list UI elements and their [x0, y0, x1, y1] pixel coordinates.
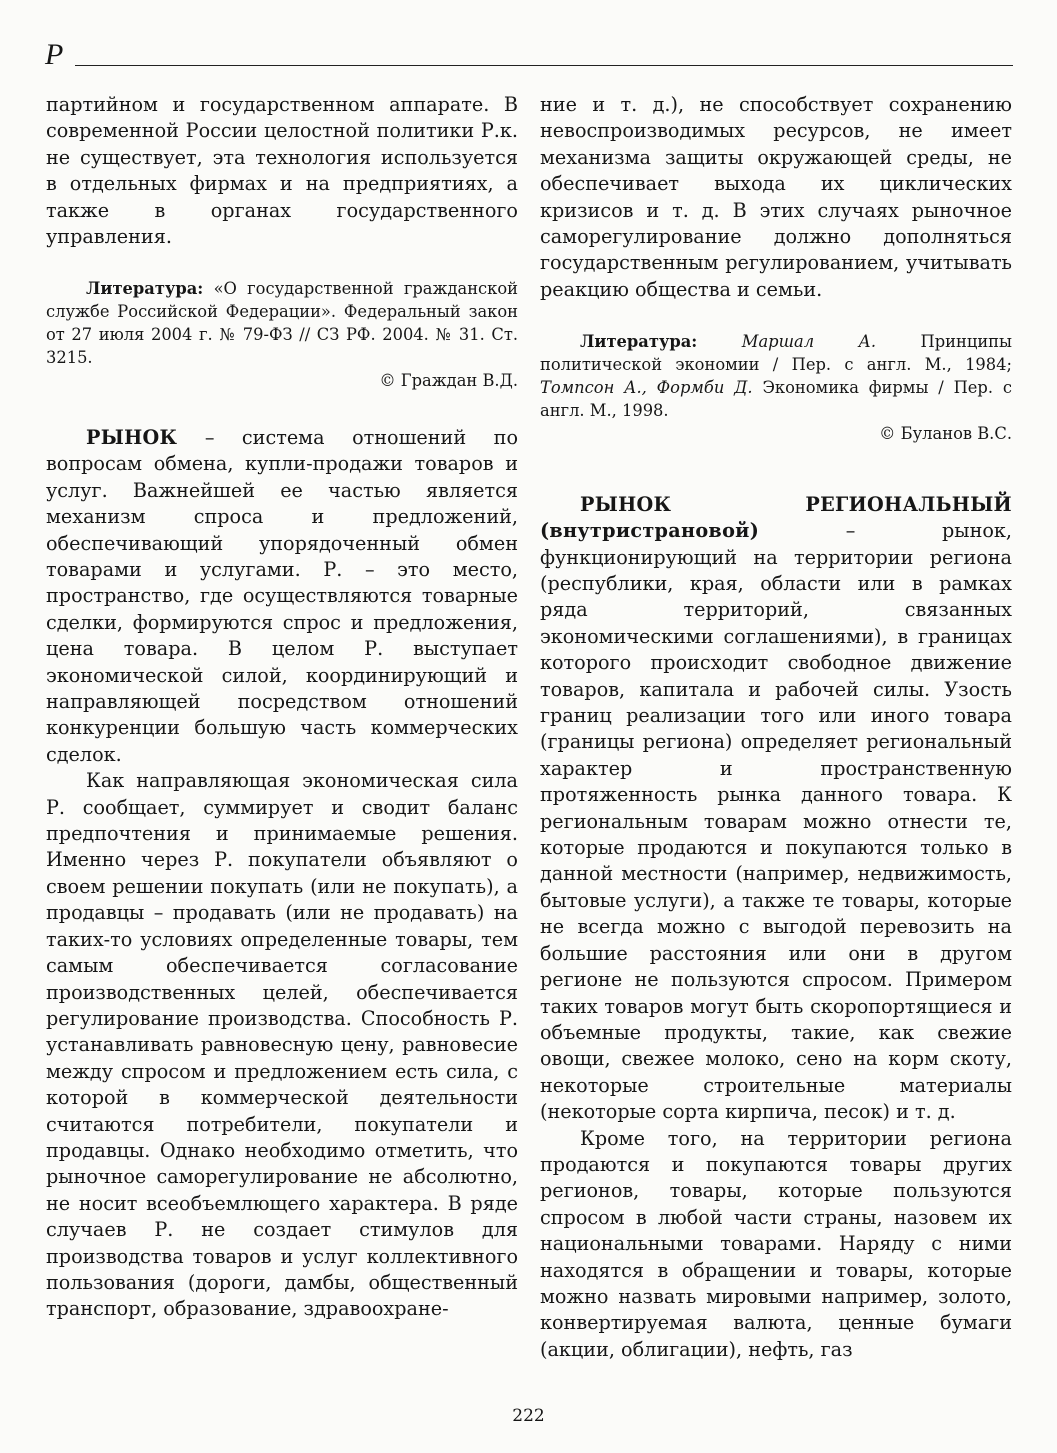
entry-term: РЫНОК РЕГИОНАЛЬНЫЙ (внутристрановой) [540, 492, 1012, 543]
page-number: 222 [512, 1406, 545, 1426]
literature-author: Томпсон А., Формби Д. [540, 378, 753, 398]
entry-text: – система отношений по вопросам обмена, купли-продажи товаров и услуг. Важнейшей ее частью является механизм спроса и предложений, обеспечивающий упорядоченный обмен товарами и услугами. Р. – это место, пространство, где осуществляются товарные сделки, формируются спрос и предложения, цена товара. В целом Р. выступает экономической силой, координирующий и направляющей посредством отношений конкуренции большую часть коммерческих сделок. [46, 425, 518, 766]
literature-reference [46, 278, 518, 370]
right-column [540, 92, 1012, 1363]
literature-author: Маршал А. [741, 332, 877, 352]
entry-paragraph [540, 492, 1012, 1126]
author-credit: © Буланов В.С. [879, 423, 1012, 443]
literature-text: Принципы политической экономии / Пер. с англ. М., 1984; [540, 332, 1012, 375]
literature-text: Экономика фирмы / Пер. с англ. М., 1998. [540, 378, 1012, 420]
entry-paragraph: Кроме того, на территории региона продаются и покупаются товары других регионов, товары, которые пользуются спросом в любой части страны, назовем их национальными товарами. Наряду с ними находятся в обращении и товары, которые можно назвать мировыми например, золото, конвертируемая валюта, ценные бумаги (акции, облигации), нефть, газ [540, 1126, 1012, 1361]
entry-term: РЫНОК [86, 425, 178, 449]
author-credit: © Граждан В.Д. [379, 371, 518, 391]
entry-paragraph: Как направляющая экономическая сила Р. сообщает, суммирует и сводит баланс предпочтения и принимаемые решения. Именно через Р. покупатели объявляют о своем решении покупать (или не покупать), а продавцы – продавать (или не продавать) на таких-то условиях определенные товары, тем самым обеспечивается согласование производственных целей, обеспечивается регулирование производства. Способность Р. устанавливать равновесную цену, равновесие между спросом и предложением есть сила, с которой в коммерческой деятельности считаются потребители, покупатели и продавцы. Однако необходимо отметить, что рыночное саморегулирование не абсолютно, не носит всеобъемлющего характера. В ряде случаев Р. не создает стимулов для производства товаров и услуг коллективного пользования (дороги, дамбы, общественный транспорт, образование, здравоохране- [46, 769, 518, 1321]
header-letter: Р [45, 38, 64, 71]
entry-text: – рынок, функционирующий на территории региона (республики, края, области или в рамках ряда территорий, связанных экономическими соглашениями), в границах которого происходит свободное движение товаров, капитала и рабочей силы. Узость границ реализации того или иного товара (границы региона) определяет региональный характер и пространственную протяженность рынка данного товара. К региональным товарам можно отнести те, которые продаются и покупаются только в данной местности (например, недвижимость, бытовые услуги), а также те товары, которые не всегда можно с выгодой перевозить на большие расстояния или они в другом регионе не пользуются спросом. Примером таких товаров могут быть скоропортящиеся и объемные продукты, такие, как свежие овощи, свежее молоко, сено на корм скоту, некоторые строительные материалы (некоторые сорта кирпича, песок) и т. д. [540, 519, 1012, 1124]
literature-reference [540, 331, 1012, 423]
left-column [46, 92, 518, 1323]
running-header [45, 40, 1013, 74]
continued-paragraph: партийном и государственном аппарате. В современной России целостной политики Р.к. не существует, эта технология используется в отдельных фирмах и на предприятиях, а также в органах государственного управления. [46, 93, 518, 249]
literature-label: Литература: [580, 332, 698, 352]
literature-label: Литература: [86, 279, 204, 299]
entry-paragraph [46, 425, 518, 768]
header-rule [75, 65, 1013, 66]
continued-paragraph: ние и т. д.), не способствует сохранению невоспроизводимых ресурсов, не имеет механизма защиты окружающей среды, не обеспечивает выхода их циклических кризисов и т. д. В этих случаях рыночное саморегулирование должно дополняться государственным регулированием, учитывать реакцию общества и семьи. [540, 93, 1012, 301]
literature-text: «О государственной гражданской службе Российской Федерации». Федеральный закон от 27 июля 2004 г. № 79-ФЗ // СЗ РФ. 2004. № 31. Ст. 3215. [46, 279, 518, 368]
